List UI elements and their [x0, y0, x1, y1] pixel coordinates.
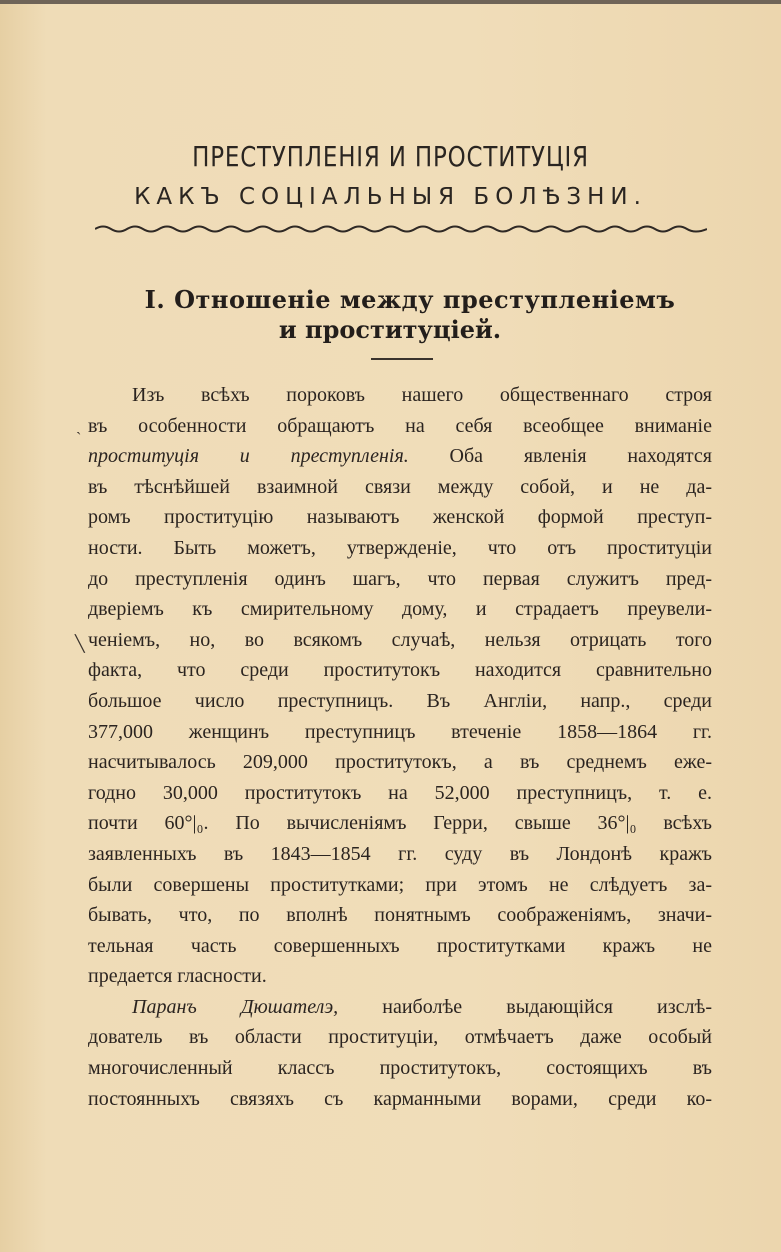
section-heading-line-1: I. Отношеніе между преступленіемъ [144, 285, 676, 314]
text-line: 377,000 женщинъ преступницъ втеченіе 1858—1864 гг. [88, 720, 712, 743]
margin-mark: ╲ [75, 636, 85, 653]
section-heading-line-2: и проституціей. [278, 315, 502, 344]
text-line: бывать, что, по вполнѣ понятнымъ соображеніямъ, значи- [88, 904, 712, 927]
margin-mark: ˏ [76, 418, 82, 435]
text-line: въ тѣснѣйшей взаимной связи между собой, и не да- [88, 475, 712, 498]
text-line: тельная часть совершенныхъ проститутками кражъ не [88, 934, 712, 957]
text-fragment: наиболѣе выдающійся изслѣ- [338, 995, 712, 1018]
text-line: до преступленія одинъ шагъ, что первая служитъ пред- [88, 567, 712, 590]
text-line: заявленныхъ въ 1843—1854 гг. суду въ Лондонѣ кражъ [88, 842, 712, 865]
text-line: Изъ всѣхъ пороковъ нашего общественнаго строя [132, 384, 712, 406]
text-line: были совершены проститутками; при этомъ не слѣдуетъ за- [88, 873, 712, 896]
chapter-title: ПРЕСТУПЛЕНІЯ И ПРОСТИТУЦІЯ [192, 140, 589, 173]
text-line: ченіемъ, но, во всякомъ случаѣ, нельзя отрицать того [88, 628, 712, 651]
text-line: предается гласности. [88, 965, 267, 988]
ornamental-rule [95, 222, 707, 236]
italic-name: Паранъ Дюшателэ, [132, 995, 339, 1018]
text-line [88, 441, 712, 472]
body-text [88, 380, 712, 1114]
text-line: ности. Быть можетъ, утвержденіе, что отъ проституціи [88, 536, 712, 559]
chapter-subtitle: КАКЪ СОЦІАЛЬНЫЯ БОЛѢЗНИ. [134, 184, 647, 210]
text-line: факта, что среди проститутокъ находится сравнительно [88, 659, 712, 682]
italic-phrase: проституція и преступленія. [88, 445, 409, 468]
text-line [88, 992, 712, 1023]
text-line: почти 60°|₀. По вычисленіямъ Герри, свыше 36°|₀ всѣхъ [88, 812, 712, 835]
text-line: годно 30,000 проститутокъ на 52,000 преступницъ, т. е. [88, 781, 712, 804]
text-line: ромъ проституцію называютъ женской формой преступ- [88, 506, 712, 529]
text-fragment: Оба явленія находятся [408, 445, 712, 468]
text-line: большое число преступницъ. Въ Англіи, напр., среди [88, 689, 712, 712]
text-line: многочисленный классъ проститутокъ, состоящихъ въ [88, 1057, 712, 1080]
text-line: насчитывалось 209,000 проститутокъ, а въ среднемъ еже- [88, 751, 712, 774]
section-heading [60, 285, 760, 345]
text-line: постоянныхъ связяхъ съ карманными ворами, среди ко- [88, 1087, 712, 1110]
heading-divider [371, 358, 433, 360]
text-line: въ особенности обращаютъ на себя всеобщее вниманіе [88, 414, 712, 437]
text-line: дверіемъ къ смирительному дому, и страдаетъ преувели- [88, 598, 712, 621]
page-top-edge [0, 0, 781, 4]
text-line: дователь въ области проституціи, отмѣчаетъ даже особый [88, 1026, 712, 1049]
